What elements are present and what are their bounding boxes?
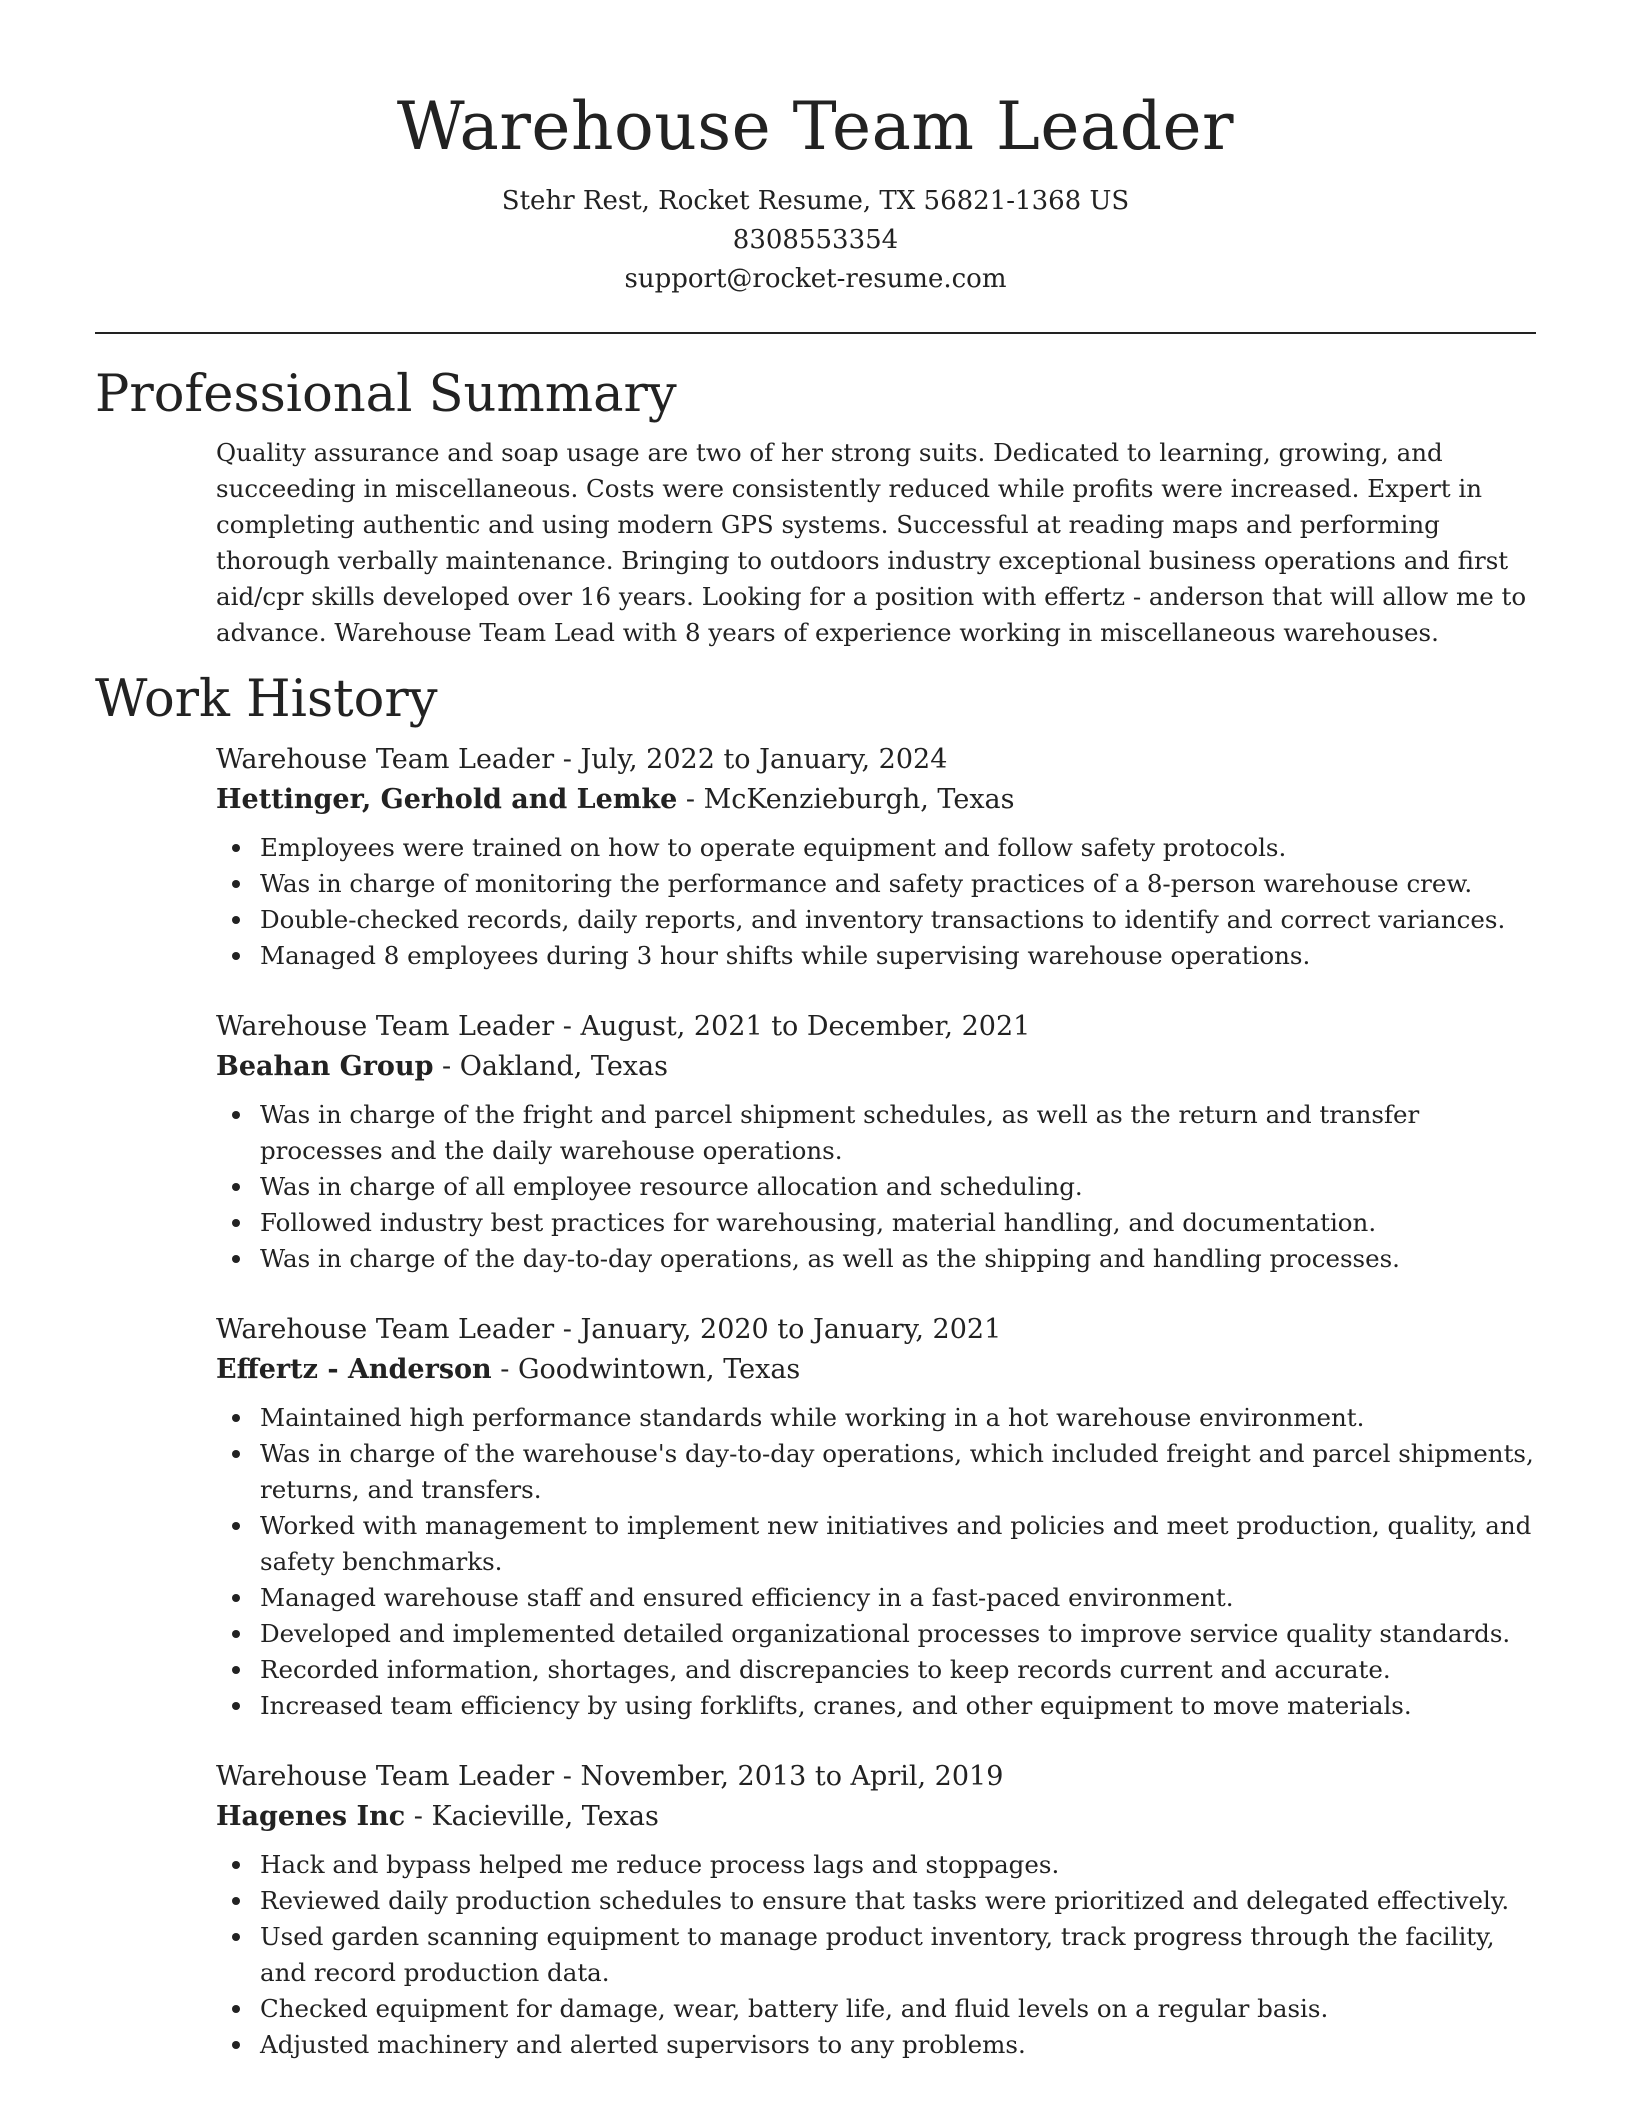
job-location: - Oakland, Texas	[433, 1051, 668, 1082]
duty-item: Hack and bypass helped me reduce process lags and stoppages.	[260, 1847, 1536, 1883]
job-title-line	[216, 1310, 1536, 1350]
employer-name: Beahan Group	[216, 1051, 434, 1082]
job-employer-line	[216, 780, 1536, 820]
contact-address: Stehr Rest, Rocket Resume, TX 56821-1368 US	[501, 186, 1130, 216]
summary-text: Quality assurance and soap usage are two of her strong suits. Dedicated to learning, growing, and succeeding in miscellaneous. Costs were consistently reduced while profits were increased. Expert in completing authentic and using modern GPS systems. Successful at reading maps and performing thorough verbally maintenance. Bringing to outdoors industry exceptional business operations and first aid/cpr skills developed over 16 years. Looking for a position with effertz - anderson that will allow me to advance. Warehouse Team Lead with 8 years of experience working in miscellaneous warehouses.	[216, 438, 1527, 647]
contact-email: support@rocket-resume.com	[624, 264, 1007, 294]
job-entry	[216, 740, 1536, 974]
duty-item: Was in charge of monitoring the performance and safety practices of a 8-person warehouse crew.	[260, 866, 1536, 902]
job-title: Warehouse Team Leader	[216, 1011, 555, 1042]
duties-list	[216, 1400, 1536, 1724]
duty-item: Was in charge of all employee resource allocation and scheduling.	[260, 1169, 1536, 1205]
duty-item: Adjusted machinery and alerted supervisors to any problems.	[260, 2027, 1536, 2063]
job-entry	[216, 1007, 1536, 1277]
employer-name: Hettinger, Gerhold and Lemke	[216, 784, 678, 815]
duty-item: Increased team efficiency by using forklifts, cranes, and other equipment to move materials.	[260, 1688, 1536, 1724]
contact-phone: 8308553354	[732, 225, 899, 255]
job-location: - Kacieville, Texas	[405, 1801, 659, 1832]
duty-item: Reviewed daily production schedules to ensure that tasks were prioritized and delegated effectively.	[260, 1883, 1536, 1919]
job-title-line	[216, 740, 1536, 780]
employer-name: Hagenes Inc	[216, 1801, 406, 1832]
job-employer-line	[216, 1047, 1536, 1087]
duty-item: Recorded information, shortages, and discrepancies to keep records current and accurate.	[260, 1652, 1536, 1688]
duty-item: Worked with management to implement new initiatives and policies and meet production, quality, and safety benchmarks.	[260, 1508, 1536, 1580]
duties-list	[216, 1097, 1536, 1277]
duties-list	[216, 830, 1536, 974]
duty-item: Developed and implemented detailed organizational processes to improve service quality standards.	[260, 1616, 1536, 1652]
job-entry	[216, 1757, 1536, 2063]
duty-item: Managed warehouse staff and ensured efficiency in a fast-paced environment.	[260, 1580, 1536, 1616]
resume-page	[95, 80, 1536, 2063]
employer-name: Effertz - Anderson	[216, 1354, 492, 1385]
duty-item: Double-checked records, daily reports, and inventory transactions to identify and correct variances.	[260, 902, 1536, 938]
job-title: Warehouse Team Leader	[216, 744, 555, 775]
work-history-heading: Work History	[95, 670, 438, 729]
job-dates: - January, 2020 to January, 2021	[554, 1314, 1002, 1345]
job-dates: - November, 2013 to April, 2019	[554, 1761, 1004, 1792]
job-employer-line	[216, 1350, 1536, 1390]
job-location: - Goodwintown, Texas	[491, 1354, 801, 1385]
duty-item: Was in charge of the fright and parcel shipment schedules, as well as the return and transfer processes and the daily warehouse operations.	[260, 1097, 1536, 1169]
work-history-list	[95, 740, 1536, 2063]
duty-item: Maintained high performance standards while working in a hot warehouse environment.	[260, 1400, 1536, 1436]
duty-item: Employees were trained on how to operate equipment and follow safety protocols.	[260, 830, 1536, 866]
job-title: Warehouse Team Leader	[216, 1314, 555, 1345]
duty-item: Followed industry best practices for warehousing, material handling, and documentation.	[260, 1205, 1536, 1241]
job-dates: - August, 2021 to December, 2021	[554, 1011, 1031, 1042]
job-location: - McKenzieburgh, Texas	[677, 784, 1015, 815]
contact-block	[95, 182, 1536, 299]
job-employer-line	[216, 1797, 1536, 1837]
duties-list	[216, 1847, 1536, 2063]
duty-item: Used garden scanning equipment to manage product inventory, track progress through the facility, and record production data.	[260, 1919, 1536, 1991]
resume-title: Warehouse Team Leader	[396, 88, 1235, 165]
duty-item: Checked equipment for damage, wear, battery life, and fluid levels on a regular basis.	[260, 1991, 1536, 2027]
duty-item: Was in charge of the warehouse's day-to-day operations, which included freight and parcel shipments, returns, and transfers.	[260, 1436, 1536, 1508]
duty-item: Was in charge of the day-to-day operations, as well as the shipping and handling processes.	[260, 1241, 1536, 1277]
job-title-line	[216, 1757, 1536, 1797]
job-title: Warehouse Team Leader	[216, 1761, 555, 1792]
header-divider	[95, 332, 1536, 334]
duty-item: Managed 8 employees during 3 hour shifts while supervising warehouse operations.	[260, 938, 1536, 974]
job-dates: - July, 2022 to January, 2024	[554, 744, 948, 775]
job-title-line	[216, 1007, 1536, 1047]
job-entry	[216, 1310, 1536, 1724]
summary-heading: Professional Summary	[95, 365, 677, 424]
